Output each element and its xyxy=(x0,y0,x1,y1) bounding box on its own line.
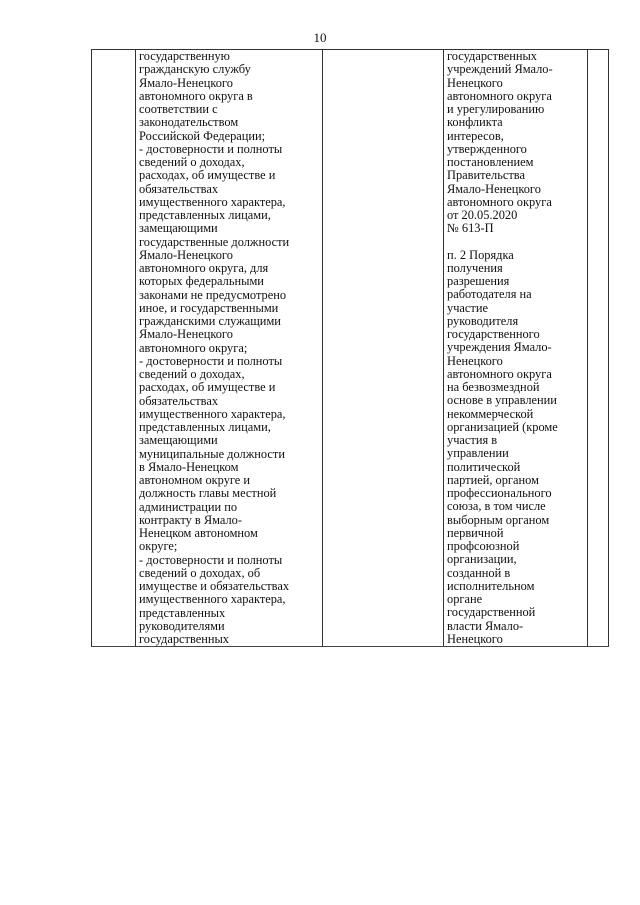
table-cell-legal-basis xyxy=(444,50,588,647)
paragraph-gap xyxy=(444,236,587,249)
cell-text-description: государственную гражданскую службу Ямало-Ненецкого автономного округа в соответствии с законодательством Российской Федерации; - достоверности и полноты сведений о доходах, расходах, об имуществе и обязательствах имущественного характера, представленных лицами, замещающими государственные должности Ямало-Ненецкого автономного округа, для которых федеральными законами не предусмотрено иное, и государственными гражданскими служащими Ямало-Ненецкого автономного округа; - достоверности и полноты сведений о доходах, расходах, об имуществе и обязательствах имущественного характера, представленных лицами, замещающими муниципальные должности в Ямало-Ненецком автономном округе и должность главы местной администрации по контракту в Ямало- Ненецком автономном округе; - достоверности и полноты сведений о доходах, об имуществе и обязательствах имущественного характера, представленных руководителями государственных xyxy=(139,49,290,646)
cell-text-legal-basis-2: п. 2 Порядка получения разрешения работодателя на участие руководителя государственного учреждения Ямало- Ненецкого автономного округа на безвозмездной основе в управлении некоммерческой организацией (кроме участия в управлении политической партией, органом профессионального союза, в том числе выборным органом первичной профсоюзной организации, созданной в исполнительном органе государственной власти Ямало- Ненецкого xyxy=(447,247,558,646)
table-cell-empty xyxy=(323,50,444,647)
table-row xyxy=(92,50,609,647)
table-cell-number xyxy=(92,50,136,647)
document-table xyxy=(91,49,609,647)
cell-text-legal-basis-1: государственных учреждений Ямало- Ненецкого автономного округа и урегулированию конфликта интересов, утвержденного постановлением Правительства Ямало-Ненецкого автономного округа от 20.05.2020 № 613-П xyxy=(447,49,553,236)
page-number: 10 xyxy=(313,30,327,45)
table-cell-description xyxy=(136,50,323,647)
table-cell-narrow xyxy=(588,50,609,647)
